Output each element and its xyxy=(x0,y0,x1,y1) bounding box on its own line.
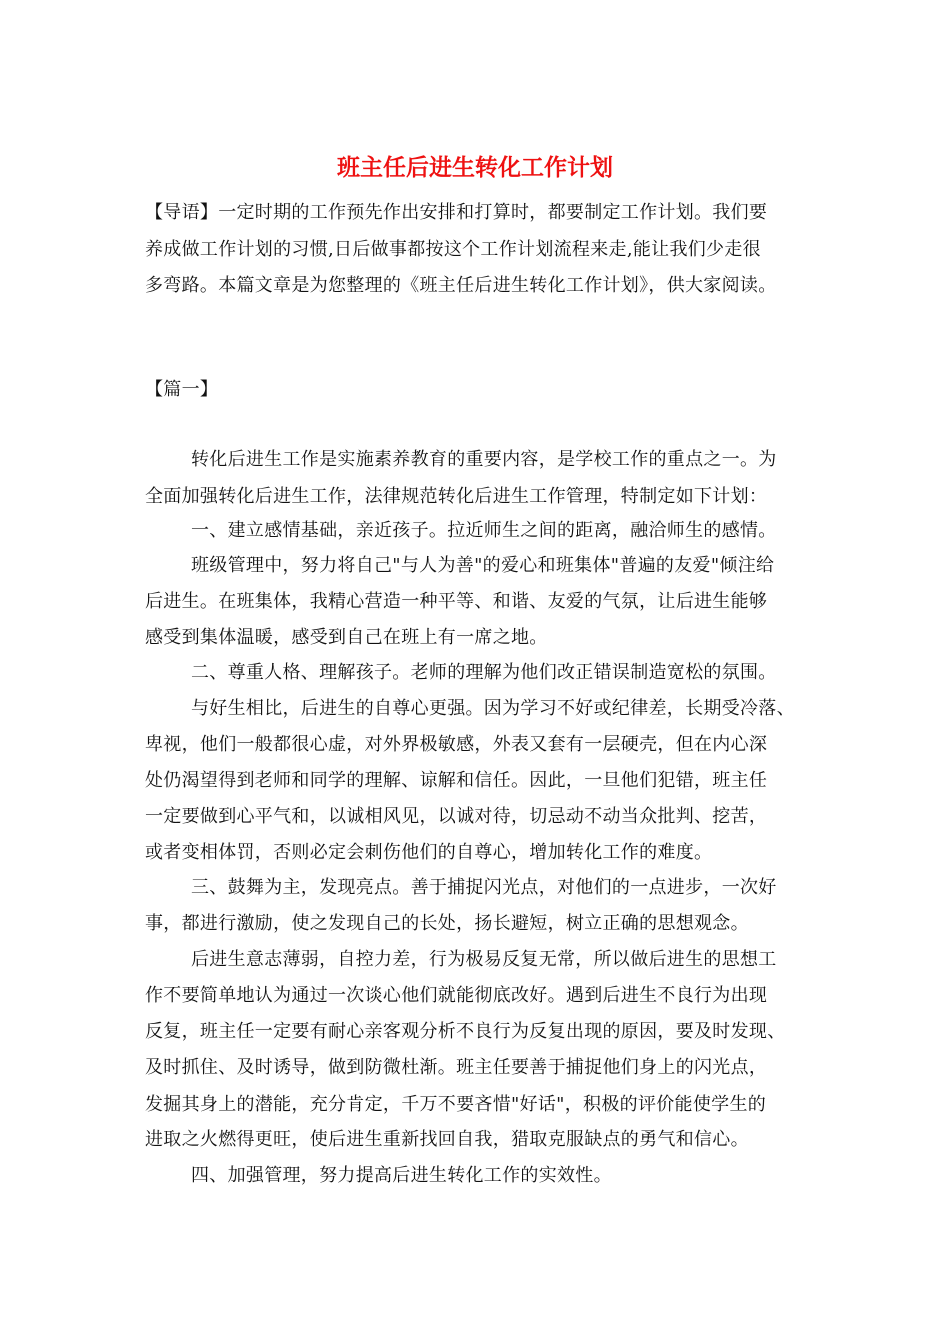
section-heading: 【篇一】 xyxy=(145,379,219,400)
body-line: 与好生相比，后进生的自尊心更强。因为学习不好或纪律差，长期受冷落、 xyxy=(191,698,795,719)
body-line: 处仍渴望得到老师和同学的理解、谅解和信任。因此，一旦他们犯错，班主任 xyxy=(145,770,768,791)
body-line: 进取之火燃得更旺，使后进生重新找回自我，猎取克服缺点的勇气和信心。 xyxy=(145,1129,749,1150)
body-line: 一定要做到心平气和，以诚相风见，以诚对待，切忌动不动当众批判、挖苦， xyxy=(145,806,768,827)
body-line: 一、建立感情基础，亲近孩子。拉近师生之间的距离，融洽师生的感情。 xyxy=(191,520,777,541)
body-line: 作不要简单地认为通过一次谈心他们就能彻底改好。遇到后进生不良行为出现 xyxy=(145,985,768,1006)
intro-line: 多弯路。本篇文章是为您整理的《班主任后进生转化工作计划》，供大家阅读。 xyxy=(145,275,777,296)
body-line: 转化后进生工作是实施素养教育的重要内容，是学校工作的重点之一。为 xyxy=(191,449,777,470)
body-line: 卑视，他们一般都很心虚，对外界极敏感，外表又套有一层硬壳，但在内心深 xyxy=(145,734,768,755)
body-line: 发掘其身上的潜能，充分肯定，千万不要吝惜"好话"，积极的评价能使学生的 xyxy=(145,1094,767,1115)
body-line: 班级管理中，努力将自己"与人为善"的爱心和班集体"普遍的友爱"倾注给 xyxy=(191,555,775,576)
intro-line: 【导语】一定时期的工作预先作出安排和打算时，都要制定工作计划。我们要 xyxy=(145,202,768,223)
body-line: 后进生。在班集体，我精心营造一种平等、和谐、友爱的气氛，让后进生能够 xyxy=(145,591,768,612)
body-line: 后进生意志薄弱，自控力差，行为极易反复无常，所以做后进生的思想工 xyxy=(191,949,777,970)
body-line: 及时抓住、及时诱导，做到防微杜渐。班主任要善于捕捉他们身上的闪光点， xyxy=(145,1057,768,1078)
body-line: 感受到集体温暖，感受到自己在班上有一席之地。 xyxy=(145,627,548,648)
body-line: 四、加强管理，努力提高后进生转化工作的实效性。 xyxy=(191,1165,612,1186)
body-line: 或者变相体罚，否则必定会刺伤他们的自尊心，增加转化工作的难度。 xyxy=(145,842,713,863)
body-line: 全面加强转化后进生工作，法律规范转化后进生工作管理，特制定如下计划： xyxy=(145,486,768,507)
body-line: 二、尊重人格、理解孩子。老师的理解为他们改正错误制造宽松的氛围。 xyxy=(191,662,777,683)
intro-line: 养成做工作计划的习惯,日后做事都按这个工作计划流程来走,能让我们少走很 xyxy=(145,239,761,260)
document-title: 班主任后进生转化工作计划 xyxy=(337,154,613,181)
body-line: 三、鼓舞为主，发现亮点。善于捕捉闪光点，对他们的一点进步，一次好 xyxy=(191,877,777,898)
body-line: 反复，班主任一定要有耐心亲客观分析不良行为反复出现的原因，要及时发现、 xyxy=(145,1021,786,1042)
body-line: 事，都进行激励，使之发现自己的长处，扬长避短，树立正确的思想观念。 xyxy=(145,913,749,934)
